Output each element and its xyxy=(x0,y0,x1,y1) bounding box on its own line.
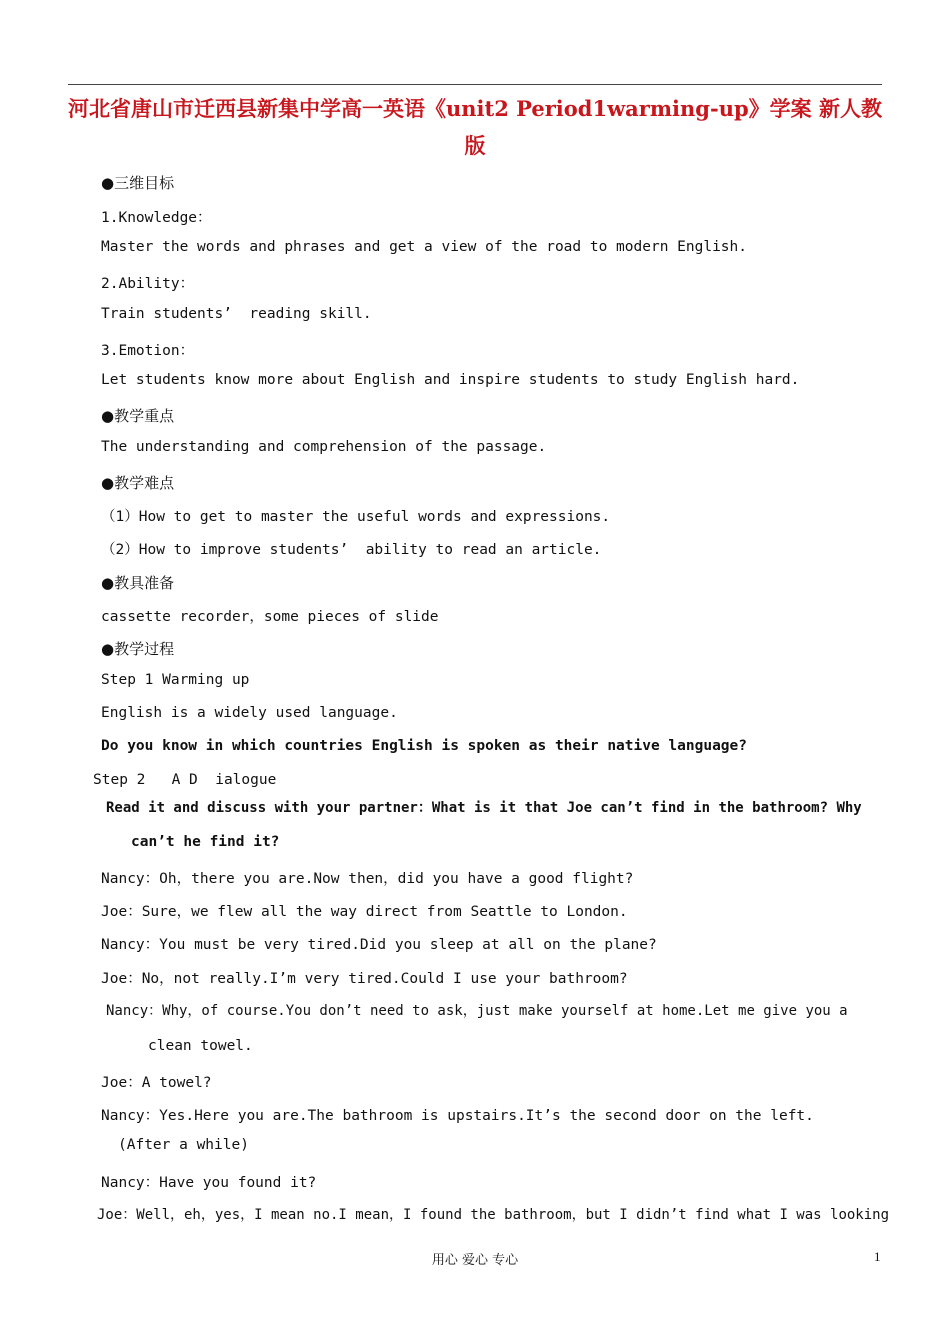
text-line: Step 2 A D ialogue xyxy=(93,772,277,788)
section-heading: ●教学难点 xyxy=(101,474,175,492)
dialogue-line: Joe：Sure，we flew all the way direct from Seattle to London. xyxy=(101,904,628,920)
header-rule xyxy=(68,84,882,85)
question-line: Do you know in which countries English is spoken as their native language? xyxy=(101,738,748,754)
dialogue-line: Nancy：Why，of course.You don’t need to ask，just make yourself at home.Let me give you a xyxy=(106,1003,848,1019)
text-line: （1）How to get to master the useful words and expressions. xyxy=(101,509,611,525)
text-line: Master the words and phrases and get a view of the road to modern English. xyxy=(101,239,748,255)
dialogue-line: Joe：A towel? xyxy=(101,1075,212,1091)
document-title: 河北省唐山市迁西县新集中学高一英语《unit2 Period1warming-up》学案 新人教版 xyxy=(68,96,882,158)
question-line: can’t he find it? xyxy=(131,834,280,850)
dialogue-line: Joe：Well，eh，yes，I mean no.I mean，I found the bathroom，but I didn’t find what I was looking xyxy=(97,1207,890,1223)
dialogue-line: Nancy：You must be very tired.Did you sleep at all on the plane? xyxy=(101,937,657,953)
text-line: （2）How to improve students’ ability to read an article. xyxy=(101,542,602,558)
text-line: Train students’ reading skill. xyxy=(101,306,372,322)
question-line: Read it and discuss with your partner：What is it that Joe can’t find in the bathroom? Why xyxy=(106,800,862,816)
section-heading: ●教学重点 xyxy=(101,407,175,425)
text-line: Step 1 Warming up xyxy=(101,672,250,688)
text-line: English is a widely used language. xyxy=(101,705,398,721)
text-line: The understanding and comprehension of the passage. xyxy=(101,439,547,455)
text-line: Let students know more about English and inspire students to study English hard. xyxy=(101,372,800,388)
dialogue-line: Joe：No，not really.I’m very tired.Could I use your bathroom? xyxy=(101,971,628,987)
section-heading: ●教学过程 xyxy=(101,640,175,658)
text-line: cassette recorder，some pieces of slide xyxy=(101,609,439,625)
text-line: 2.Ability： xyxy=(101,276,195,292)
section-heading: ●教具准备 xyxy=(101,574,175,592)
dialogue-line: Nancy：Have you found it? xyxy=(101,1175,317,1191)
page-number: 1 xyxy=(874,1249,881,1264)
text-line: 3.Emotion： xyxy=(101,343,195,359)
dialogue-line: (After a while) xyxy=(118,1137,249,1153)
dialogue-line: clean towel. xyxy=(148,1038,253,1054)
dialogue-line: Nancy：Oh，there you are.Now then，did you have a good flight? xyxy=(101,871,634,887)
section-heading: ●三维目标 xyxy=(101,174,175,192)
dialogue-line: Nancy：Yes.Here you are.The bathroom is upstairs.It’s the second door on the left. xyxy=(101,1108,814,1124)
page-footer: 用心 爱心 专心 xyxy=(431,1253,519,1268)
text-line: 1.Knowledge： xyxy=(101,210,212,226)
